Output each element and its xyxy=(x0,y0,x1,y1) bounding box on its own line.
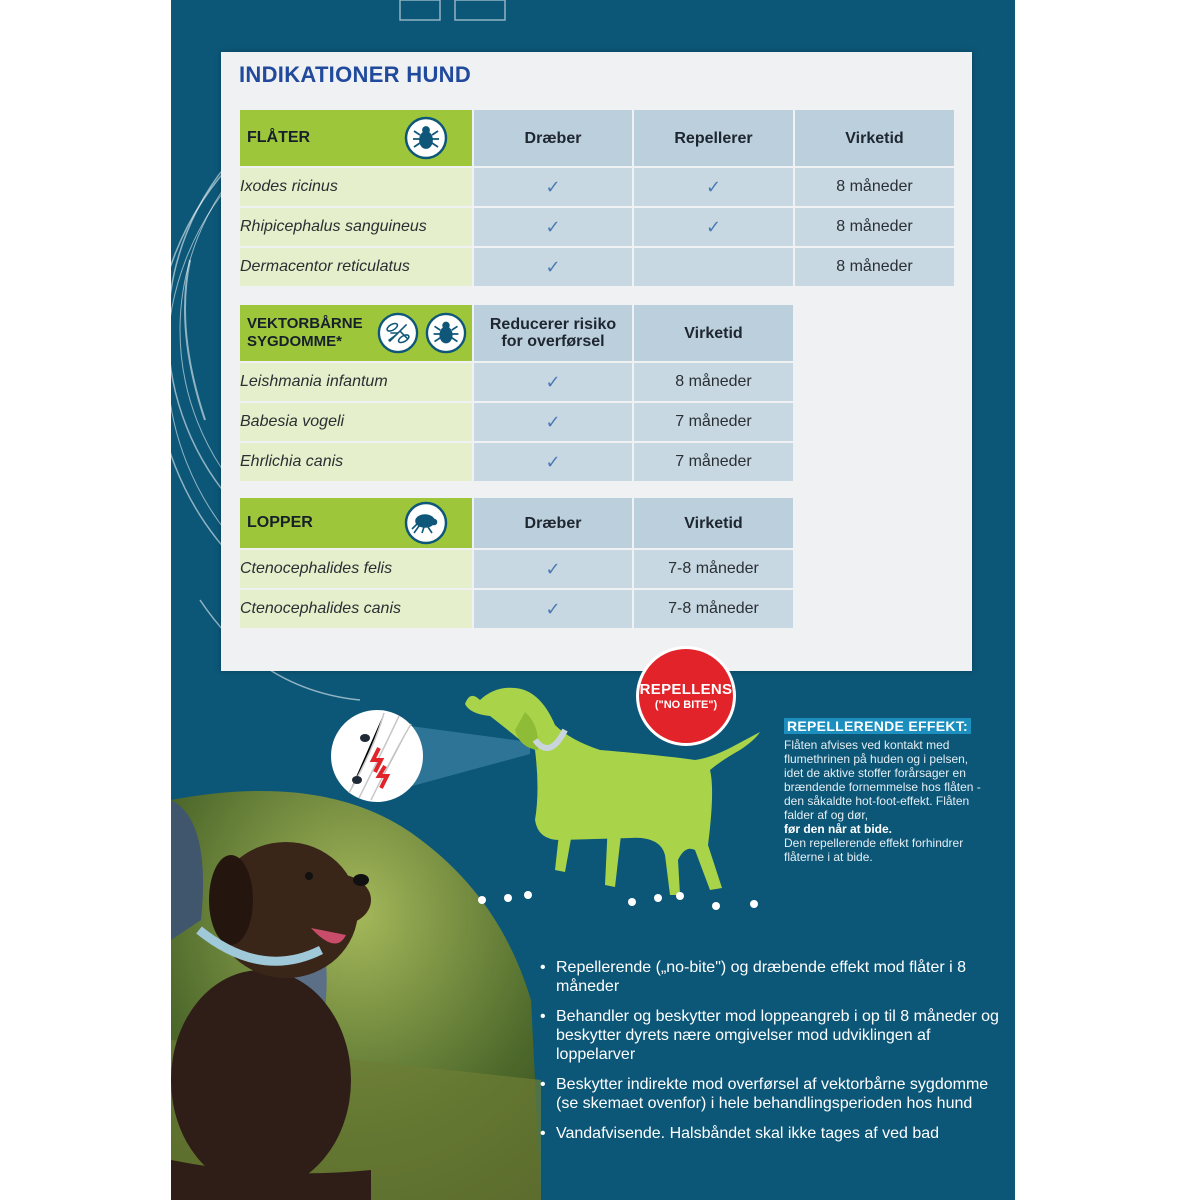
check-mark: ✓ xyxy=(474,363,632,401)
check-mark: ✓ xyxy=(474,248,632,286)
fleas-col-duration: Virketid xyxy=(634,498,793,548)
empty-cell xyxy=(634,248,793,286)
vector-header xyxy=(240,305,472,361)
duration-value: 8 måneder xyxy=(795,168,954,206)
species-name: Ixodes ricinus xyxy=(240,168,472,206)
benefit-list xyxy=(540,958,1000,1154)
list-item: • Repellerende („no-bite") og dræbende effekt mod flåter i 8 måneder xyxy=(540,959,967,995)
duration-value: 7 måneder xyxy=(634,443,793,481)
duration-value: 7 måneder xyxy=(634,403,793,441)
duration-value: 7-8 måneder xyxy=(634,590,793,628)
table-row xyxy=(240,248,954,286)
species-name: Dermacentor reticulatus xyxy=(240,248,472,286)
duration-value: 8 måneder xyxy=(795,208,954,246)
repellens-badge: REPELLENS ("NO BITE") xyxy=(636,646,736,746)
table-vector-diseases xyxy=(238,303,795,483)
table-row xyxy=(240,168,954,206)
ticks-col-kills: Dræber xyxy=(474,110,632,166)
check-mark: ✓ xyxy=(474,443,632,481)
repellent-effect-title: REPELLERENDE EFFEKT: xyxy=(784,718,971,734)
list-item: • Vandafvisende. Halsbåndet skal ikke tages af ved bad xyxy=(540,1125,940,1142)
species-name: Ctenocephalides canis xyxy=(240,590,472,628)
check-mark: ✓ xyxy=(474,550,632,588)
table-row xyxy=(240,550,793,588)
mosquito-icon xyxy=(377,312,419,354)
check-mark: ✓ xyxy=(474,590,632,628)
tick-icon xyxy=(404,116,448,160)
check-mark: ✓ xyxy=(474,403,632,441)
duration-value: 8 måneder xyxy=(634,363,793,401)
ticks-col-duration: Virketid xyxy=(795,110,954,166)
list-item: • Beskytter indirekte mod overførsel af vektorbårne sygdomme (se skemaet ovenfor) i hele behandlingsperioden hos hund xyxy=(540,1076,989,1112)
table-row xyxy=(240,208,954,246)
check-mark: ✓ xyxy=(634,168,793,206)
card-title: INDIKATIONER HUND xyxy=(239,62,472,87)
flea-icon xyxy=(404,501,448,545)
table-row xyxy=(240,590,793,628)
species-name: Babesia vogeli xyxy=(240,403,472,441)
fleas-col-kills: Dræber xyxy=(474,498,632,548)
check-mark: ✓ xyxy=(634,208,793,246)
tick-icon xyxy=(425,312,467,354)
table-fleas xyxy=(238,496,795,630)
table-row xyxy=(240,363,793,401)
table-ticks xyxy=(238,108,956,288)
species-name: Rhipicephalus sanguineus xyxy=(240,208,472,246)
ticks-header-label: FLÅTER xyxy=(247,129,311,146)
repellent-effect-text: Flåten afvises ved kontakt med flumethrinen på huden og i pelsen, idet de aktive stoffer forårsager en brændende fornemmelse hos flåten - den såkaldte hot-foot-effekt. Flåten falder af og dør, før den når at bide. Den repellerende effekt forhindrer flåterne i at bide. xyxy=(784,738,981,864)
check-mark: ✓ xyxy=(474,208,632,246)
duration-value: 8 måneder xyxy=(795,248,954,286)
hot-foot-zoom-icon xyxy=(329,708,425,804)
table-row xyxy=(240,403,793,441)
fleas-header xyxy=(240,498,472,548)
species-name: Ehrlichia canis xyxy=(240,443,472,481)
table-row xyxy=(240,443,793,481)
vector-col-duration: Virketid xyxy=(634,305,793,361)
ticks-col-repels: Repellerer xyxy=(634,110,793,166)
ticks-on-ground xyxy=(470,880,770,920)
duration-value: 7-8 måneder xyxy=(634,550,793,588)
check-mark: ✓ xyxy=(474,168,632,206)
ticks-header xyxy=(240,110,472,166)
list-item: • Behandler og beskytter mod loppeangreb i op til 8 måneder og beskytter dyrets nære omgivelser mod udviklingen af loppelarver xyxy=(540,1008,999,1063)
species-name: Ctenocephalides felis xyxy=(240,550,472,588)
vector-header-label: VEKTORBÅRNE SYGDOMME* xyxy=(247,315,363,350)
fleas-header-label: LOPPER xyxy=(247,514,313,531)
species-name: Leishmania infantum xyxy=(240,363,472,401)
vector-col-risk: Reducerer risiko for overførsel xyxy=(474,305,632,361)
